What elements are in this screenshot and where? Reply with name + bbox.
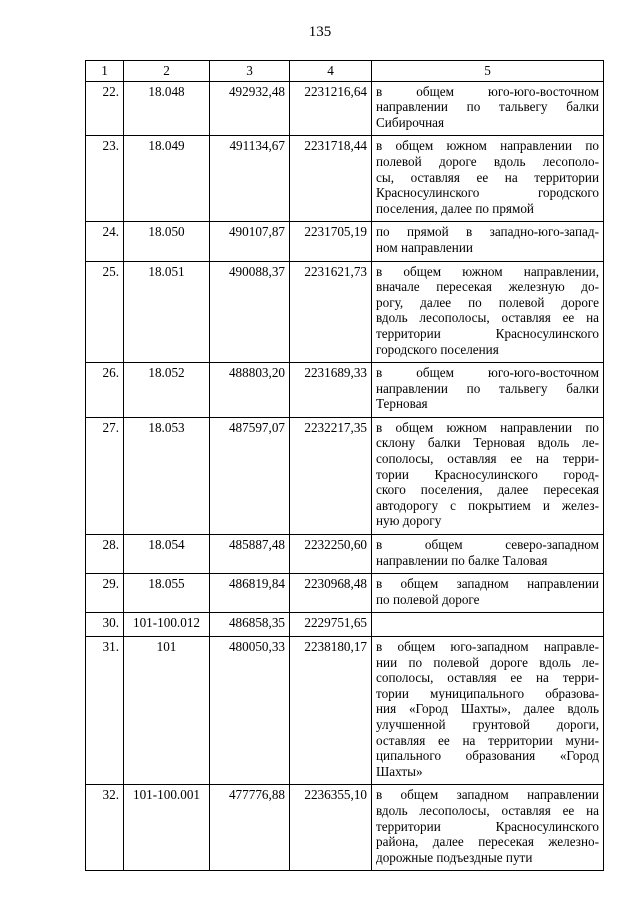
row-number-cell: 22. — [86, 81, 124, 136]
description-line: поселения, далее по прямой — [376, 200, 534, 216]
point-id-cell: 18.053 — [124, 417, 210, 534]
description-cell — [372, 81, 604, 136]
description-line: в общем юго-юго-восточном — [376, 83, 599, 99]
description-cell — [372, 535, 604, 574]
description-line: оставляя ее на территории муни- — [376, 732, 599, 748]
x-coordinate-cell: 492932,48 — [210, 81, 290, 136]
y-coordinate-cell: 2230968,48 — [290, 574, 372, 613]
description-cell — [372, 637, 604, 785]
point-id-cell: 18.054 — [124, 535, 210, 574]
y-coordinate-cell: 2238180,17 — [290, 637, 372, 785]
y-coordinate-cell: 2231718,44 — [290, 136, 372, 222]
description-line: Сибирочная — [376, 114, 445, 130]
x-coordinate-cell: 491134,67 — [210, 136, 290, 222]
column-header: 2 — [124, 61, 210, 82]
description-line: ципального образования «Город — [376, 748, 599, 764]
description-line: территории Красносулинского — [376, 325, 599, 341]
description-line: сополосы, оставляя ее на терри- — [376, 451, 599, 467]
row-number-cell: 29. — [86, 574, 124, 613]
description-line: вдоль лесополосы, оставляя ее на — [376, 802, 599, 818]
description-line: Красносулинского городского — [376, 185, 599, 201]
description-cell — [372, 136, 604, 222]
description-line: по полевой дороге — [376, 591, 480, 607]
description-line: тории Красносулинского город- — [376, 466, 599, 482]
description-cell — [372, 261, 604, 363]
description-line: нии по полевой дороге вдоль ле- — [376, 654, 599, 670]
column-header: 3 — [210, 61, 290, 82]
page-number: 135 — [308, 24, 332, 40]
description-cell — [372, 222, 604, 261]
y-coordinate-cell: 2231621,73 — [290, 261, 372, 363]
x-coordinate-cell: 477776,88 — [210, 785, 290, 871]
description-line: в общем юго-юго-восточном — [376, 365, 599, 381]
table-row — [86, 785, 604, 871]
table-header-row — [86, 61, 604, 82]
x-coordinate-cell: 486819,84 — [210, 574, 290, 613]
x-coordinate-cell: 486858,35 — [210, 613, 290, 637]
description-line: в общем западном направлении — [376, 787, 599, 803]
row-number-cell: 32. — [86, 785, 124, 871]
description-line: района, далее пересекая железно- — [376, 834, 599, 850]
table-row — [86, 574, 604, 613]
point-id-cell: 18.055 — [124, 574, 210, 613]
description-line: улучшенной грунтовой дороги, — [376, 716, 599, 732]
column-header: 5 — [372, 61, 604, 82]
row-number-cell: 30. — [86, 613, 124, 637]
description-line: городского поселения — [376, 341, 499, 357]
table-row — [86, 417, 604, 534]
row-number-cell: 24. — [86, 222, 124, 261]
description-line: ния «Город Шахты», далее вдоль — [376, 701, 599, 717]
row-number-cell: 31. — [86, 637, 124, 785]
description-line: рогу, далее по полевой дороге — [376, 294, 599, 310]
table-row — [86, 136, 604, 222]
x-coordinate-cell: 480050,33 — [210, 637, 290, 785]
description-cell — [372, 785, 604, 871]
description-line: по прямой в западно-юго-запад- — [376, 224, 599, 240]
description-line: в общем южном направлении по — [376, 419, 599, 435]
x-coordinate-cell: 490107,87 — [210, 222, 290, 261]
description-line: Шахты» — [376, 763, 423, 779]
x-coordinate-cell: 485887,48 — [210, 535, 290, 574]
y-coordinate-cell: 2231689,33 — [290, 363, 372, 418]
y-coordinate-cell: 2236355,10 — [290, 785, 372, 871]
description-line: ную дорогу — [376, 513, 442, 529]
boundary-table — [85, 60, 604, 871]
description-line: полевой дороге вдоль лесополо- — [376, 153, 599, 169]
y-coordinate-cell: 2232217,35 — [290, 417, 372, 534]
y-coordinate-cell: 2232250,60 — [290, 535, 372, 574]
table-row — [86, 535, 604, 574]
column-header: 4 — [290, 61, 372, 82]
description-line: направлении по балке Таловая — [376, 552, 548, 568]
description-cell — [372, 363, 604, 418]
description-line: направлении по тальвегу балки — [376, 380, 599, 396]
table-row — [86, 363, 604, 418]
description-line: территории Красносулинского — [376, 818, 599, 834]
point-id-cell: 18.051 — [124, 261, 210, 363]
x-coordinate-cell: 490088,37 — [210, 261, 290, 363]
x-coordinate-cell: 488803,20 — [210, 363, 290, 418]
point-id-cell: 101-100.001 — [124, 785, 210, 871]
description-line: тории муниципального образова- — [376, 685, 599, 701]
description-line: дорожные подъездные пути — [376, 849, 533, 865]
row-number-cell: 25. — [86, 261, 124, 363]
point-id-cell: 101 — [124, 637, 210, 785]
row-number-cell: 28. — [86, 535, 124, 574]
description-line: сы, оставляя ее на территории — [376, 169, 599, 185]
table-row — [86, 222, 604, 261]
description-line: в общем юго-западном направле- — [376, 639, 599, 654]
description-line: вначале пересекая железную до- — [376, 279, 599, 295]
description-cell — [372, 574, 604, 613]
description-line: ского поселения, далее пересекая — [376, 482, 599, 498]
description-line: направлении по тальвегу балки — [376, 99, 599, 115]
description-line: в общем южном направлении по — [376, 138, 599, 154]
y-coordinate-cell: 2231705,19 — [290, 222, 372, 261]
description-line: в общем южном направлении, — [376, 263, 599, 279]
table-row — [86, 613, 604, 637]
table-row — [86, 637, 604, 785]
row-number-cell: 26. — [86, 363, 124, 418]
description-line: вдоль лесополосы, оставляя ее на — [376, 310, 599, 326]
description-cell — [372, 417, 604, 534]
description-line: в общем северо-западном — [376, 537, 599, 553]
row-number-cell: 23. — [86, 136, 124, 222]
description-line: ном направлении — [376, 239, 473, 255]
point-id-cell: 18.049 — [124, 136, 210, 222]
y-coordinate-cell: 2229751,65 — [290, 613, 372, 637]
description-line: сополосы, оставляя ее на терри- — [376, 670, 599, 686]
row-number-cell: 27. — [86, 417, 124, 534]
column-header: 1 — [86, 61, 124, 82]
description-line: автодорогу с покрытием и желез- — [376, 497, 599, 513]
point-id-cell: 18.048 — [124, 81, 210, 136]
point-id-cell: 18.050 — [124, 222, 210, 261]
point-id-cell: 18.052 — [124, 363, 210, 418]
description-line: склону балки Терновая вдоль ле- — [376, 435, 599, 451]
table-row — [86, 81, 604, 136]
description-line: в общем западном направлении — [376, 576, 599, 592]
point-id-cell: 101-100.012 — [124, 613, 210, 637]
description-cell — [372, 613, 604, 637]
y-coordinate-cell: 2231216,64 — [290, 81, 372, 136]
table-row — [86, 261, 604, 363]
description-line: Терновая — [376, 396, 428, 412]
x-coordinate-cell: 487597,07 — [210, 417, 290, 534]
